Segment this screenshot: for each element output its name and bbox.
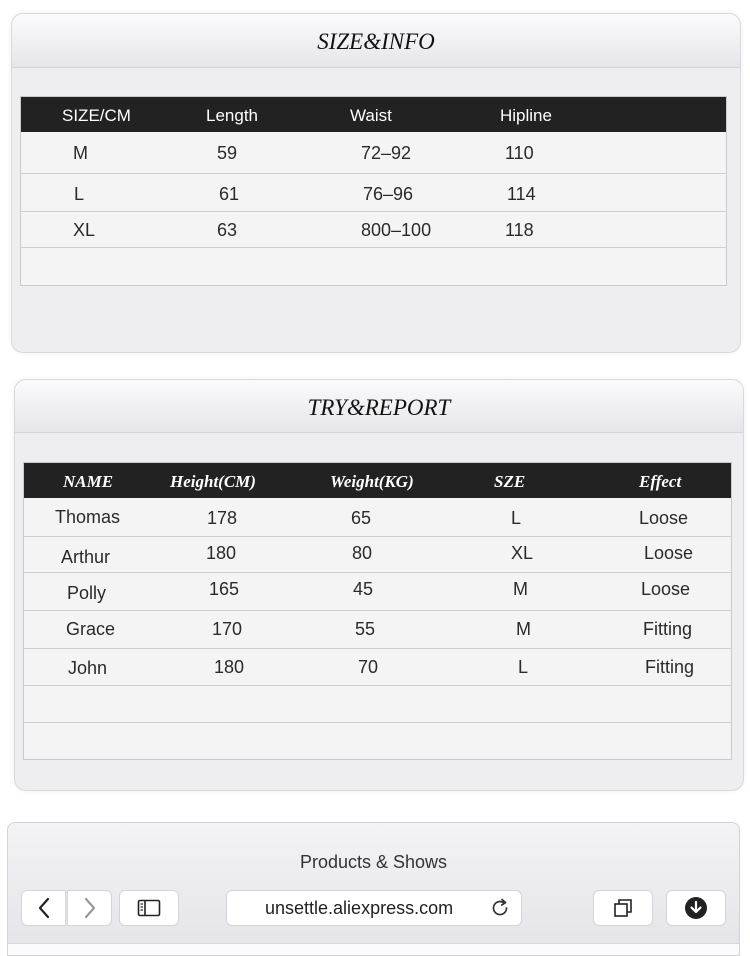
download-button[interactable] xyxy=(666,890,726,926)
size-cell: M xyxy=(516,619,531,639)
table-row xyxy=(24,537,731,573)
size-cell: M xyxy=(73,143,88,163)
table-row-empty xyxy=(24,686,731,723)
hipline-cell: 110 xyxy=(505,143,534,163)
size-info-title: SIZE&INFO xyxy=(317,29,435,54)
weight-cell: 55 xyxy=(355,619,376,639)
sidebar-icon xyxy=(137,899,161,917)
table-row xyxy=(24,573,731,611)
name-cell: Thomas xyxy=(55,507,121,527)
waist-col-header: Waist xyxy=(350,106,392,125)
sidebar-button[interactable] xyxy=(119,890,179,926)
chevron-left-icon xyxy=(37,897,51,919)
name-cell: Arthur xyxy=(61,547,111,567)
waist-cell: 76–96 xyxy=(363,184,414,204)
height-cell: 178 xyxy=(207,508,238,528)
try-report-table-header xyxy=(24,463,731,498)
name-cell: Polly xyxy=(67,583,107,603)
length-cell: 61 xyxy=(219,184,240,204)
try-report-title: TRY&REPORT xyxy=(307,395,451,420)
weight-cell: 45 xyxy=(353,579,374,599)
try-report-table xyxy=(23,462,732,760)
height-cell: 165 xyxy=(209,579,240,599)
size-cell: XL xyxy=(511,543,534,563)
size-table xyxy=(20,96,727,286)
hipline-cell: 118 xyxy=(505,220,534,240)
effect-cell: Loose xyxy=(644,543,694,563)
reload-icon[interactable] xyxy=(489,897,511,919)
try-report-card xyxy=(14,379,744,791)
table-row-empty xyxy=(24,723,731,758)
download-icon xyxy=(684,896,708,920)
effect-cell: Loose xyxy=(639,508,689,528)
table-row xyxy=(21,133,726,174)
size-info-card xyxy=(11,13,741,353)
size-table-header xyxy=(21,97,726,132)
back-button[interactable] xyxy=(21,890,66,926)
length-cell: 63 xyxy=(217,220,238,240)
table-row xyxy=(21,174,726,212)
waist-cell: 72–92 xyxy=(361,143,412,163)
weight-cell: 70 xyxy=(358,657,379,677)
tabs-button[interactable] xyxy=(593,890,653,926)
name-col-header: NAME xyxy=(63,472,114,491)
browser-page-title: Products & Shows xyxy=(299,852,448,872)
table-row-empty xyxy=(21,248,726,284)
height-cell: 170 xyxy=(212,619,243,639)
size-cell: L xyxy=(518,657,529,677)
address-bar[interactable] xyxy=(226,890,522,926)
table-row xyxy=(21,212,726,248)
size-info-header xyxy=(12,14,740,68)
chevron-right-icon xyxy=(83,897,97,919)
size-cell: L xyxy=(511,508,522,528)
hipline-cell: 114 xyxy=(507,184,536,204)
height-cell: 180 xyxy=(206,543,237,563)
height-col-header: Height(CM) xyxy=(170,472,256,491)
name-cell: Grace xyxy=(66,619,116,639)
weight-cell: 80 xyxy=(352,543,373,563)
table-row xyxy=(24,611,731,649)
tabs-icon xyxy=(612,898,634,918)
forward-button[interactable] xyxy=(67,890,112,926)
size-cell: L xyxy=(74,184,85,204)
length-cell: 59 xyxy=(217,143,238,163)
effect-col-header: Effect xyxy=(639,472,682,491)
browser-toolbar xyxy=(7,822,740,956)
table-row xyxy=(24,649,731,686)
hipline-col-header: Hipline xyxy=(500,106,552,125)
size-col-header: SIZE/CM xyxy=(62,106,131,125)
effect-cell: Loose xyxy=(641,579,691,599)
weight-cell: 65 xyxy=(351,508,372,528)
table-row xyxy=(24,499,731,537)
waist-cell: 800–100 xyxy=(361,220,432,240)
name-cell: John xyxy=(68,658,108,678)
size-cell: M xyxy=(513,579,528,599)
url-text[interactable]: unsettle.aliexpress.com xyxy=(265,898,454,918)
effect-cell: Fitting xyxy=(645,657,695,677)
try-report-header xyxy=(15,380,743,433)
size-col-header: SZE xyxy=(494,472,526,491)
height-cell: 180 xyxy=(214,657,245,677)
browser-content-edge xyxy=(8,943,739,955)
weight-col-header: Weight(KG) xyxy=(330,472,414,491)
effect-cell: Fitting xyxy=(643,619,693,639)
size-cell: XL xyxy=(73,220,96,240)
length-col-header: Length xyxy=(206,106,258,125)
